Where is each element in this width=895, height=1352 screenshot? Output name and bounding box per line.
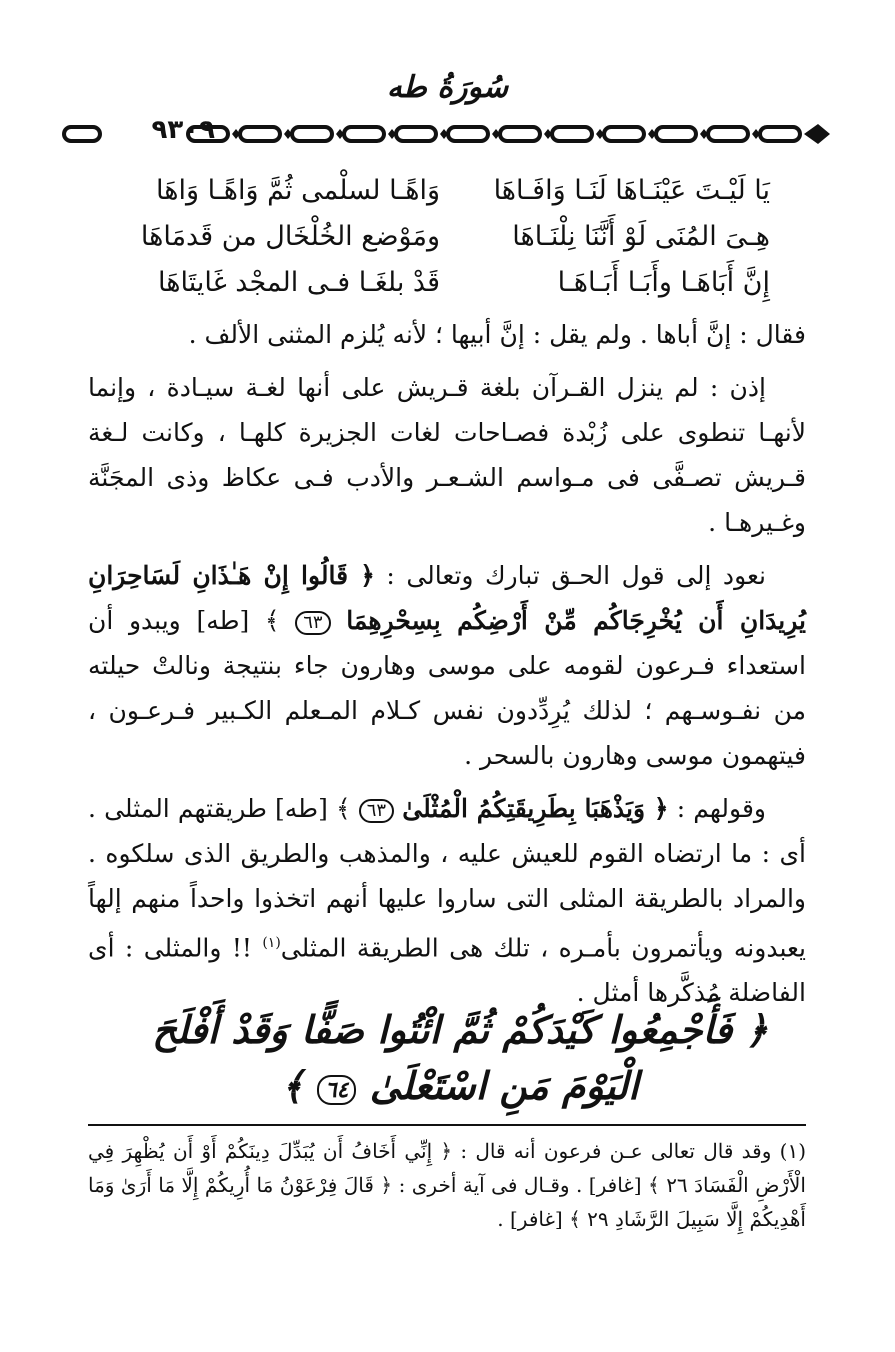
verse-hemistich: وَاهًـا لسلْمى ثُمَّ وَاهًـا وَاهَا bbox=[155, 175, 440, 206]
calligraphy-line: ﴿ فَأَجْمِعُوا كَيْدَكُمْ ثُمَّ ائْتُوا صَفًّا وَقَدْ أَفْلَحَ bbox=[152, 1007, 768, 1052]
quran-calligraphy bbox=[150, 1002, 770, 1114]
calligraphy-text: الْيَوْمَ مَنِ اسْتَعْلَىٰ bbox=[369, 1063, 639, 1108]
footnote: (١) وقد قال تعالى عـن فرعون أنه قال : ﴿ إِنِّي أَخَافُ أَن يُبَدِّلَ دِينَكُمْ أَوْ أَن يُظْهِرَ فِي الْأَرْضِ الْفَسَادَ ٢٦ ﴾ [غافر] . وقـال فى آية أخرى : ﴿ قَالَ فِرْعَوْنُ مَا أُرِيكُمْ إِلَّا مَا أَرَىٰ وَمَا أَهْدِيكُمْ إِلَّا سَبِيلَ الرَّشَادِ ٢٩ ﴾ [غافر] . bbox=[88, 1139, 806, 1231]
verse-hemistich: قَدْ بلغَـا فـى المجْد غَايتَاهَا bbox=[158, 267, 440, 298]
verse-hemistich: يَا لَيْـتَ عَيْنَـاهَا لَنَـا وَافَـاهَا bbox=[493, 175, 770, 206]
footnote-reference[interactable]: (١) bbox=[262, 935, 281, 951]
calligraphy-line bbox=[150, 1058, 770, 1114]
verse-number-badge: ٦٣ bbox=[295, 611, 330, 635]
paragraph-text: وقولهم : bbox=[676, 794, 766, 823]
paragraph-text: ﴾ [طه] طريقتهم المثلى . أى : ما ارتضاه القوم للعيش عليه ، والمذهب والطريق الذى سلكوه . والمراد بالطريقة المثلى التى ساروا عليها أنهم اتخذوا واحداً منهم إلهاً يعبدونه ويأتمرون بأمـره ، تلك هى الطريقة المثلى bbox=[88, 794, 807, 963]
footnote-divider bbox=[88, 1124, 806, 1126]
verse-hemistich: إِنَّ أَبَاهَـا وأَبَـا أَبَـاهَـا bbox=[557, 267, 770, 298]
verse-row bbox=[140, 168, 770, 214]
poem-verses bbox=[140, 168, 770, 306]
surah-title: سُورَةُ طه bbox=[386, 70, 509, 105]
verse-row bbox=[140, 214, 770, 260]
paragraph-text: نعود إلى قول الحـق تبارك وتعالى : bbox=[386, 561, 767, 590]
verse-hemistich: هِـىَ المُنَى لَوْ أَنَّنَا نِلْنَـاهَا bbox=[512, 221, 770, 252]
verse-number-badge: ٦٣ bbox=[359, 799, 394, 823]
quran-quote: ﴿ قَالُوا إِنْ هَـٰذَانِ لَسَاحِرَانِ يُرِيدَانِ أَن يُخْرِجَاكُم مِّنْ أَرْضِكُم بِسِحْرِهِمَا bbox=[88, 561, 806, 635]
paragraph bbox=[88, 365, 806, 545]
page-number: ٩٣٠٩ bbox=[151, 115, 215, 145]
paragraph bbox=[88, 553, 806, 778]
paragraph-text: ﴾ [طه] ويبدو أن استعداء فـرعون لقومه على موسى وهارون جاء بنتيجة ونالتْ حيلته من نفـوسـهم ؛ لذلك يُرِدِّدون نفس كـلام المـعلم الكـبير فـرعـون ، فيتهمون موسى وهارون بالسحر . bbox=[88, 606, 806, 770]
verse-number-badge: ٦٤ bbox=[317, 1075, 357, 1105]
paragraph bbox=[88, 786, 806, 1015]
paragraph: فقال : إنَّ أباها . ولم يقل : إنَّ أبيها ؛ لأنه يُلزم المثنى الألف . bbox=[188, 320, 806, 349]
verse-hemistich: ومَوْضع الخُلْخَال من قَدمَاهَا bbox=[140, 221, 440, 252]
paragraph-text: إذن : لم ينزل القـرآن بلغة قـريش على أنها لغـة سيـادة ، وإنما لأنهـا تنطوى على زُبْدة فصـاحات لغات الجزيرة كلهـا ، وكانت لـغة قـريش تصـفَّى فى مـواسم الشـعـر والأدب فـى عكاظ وذى المجَنَّة وغـيرهـا . bbox=[88, 373, 806, 537]
paragraph-text: !! والمثلى : أى الفاضلة مُذكَّرها أمثل . bbox=[88, 933, 806, 1008]
body-text bbox=[88, 312, 806, 1015]
verse-row bbox=[140, 260, 770, 306]
end-ornament: ﴾ bbox=[281, 1063, 304, 1108]
quran-quote: ﴿ وَيَذْهَبَا بِطَرِيقَتِكُمُ الْمُثْلَىٰ bbox=[402, 794, 669, 823]
